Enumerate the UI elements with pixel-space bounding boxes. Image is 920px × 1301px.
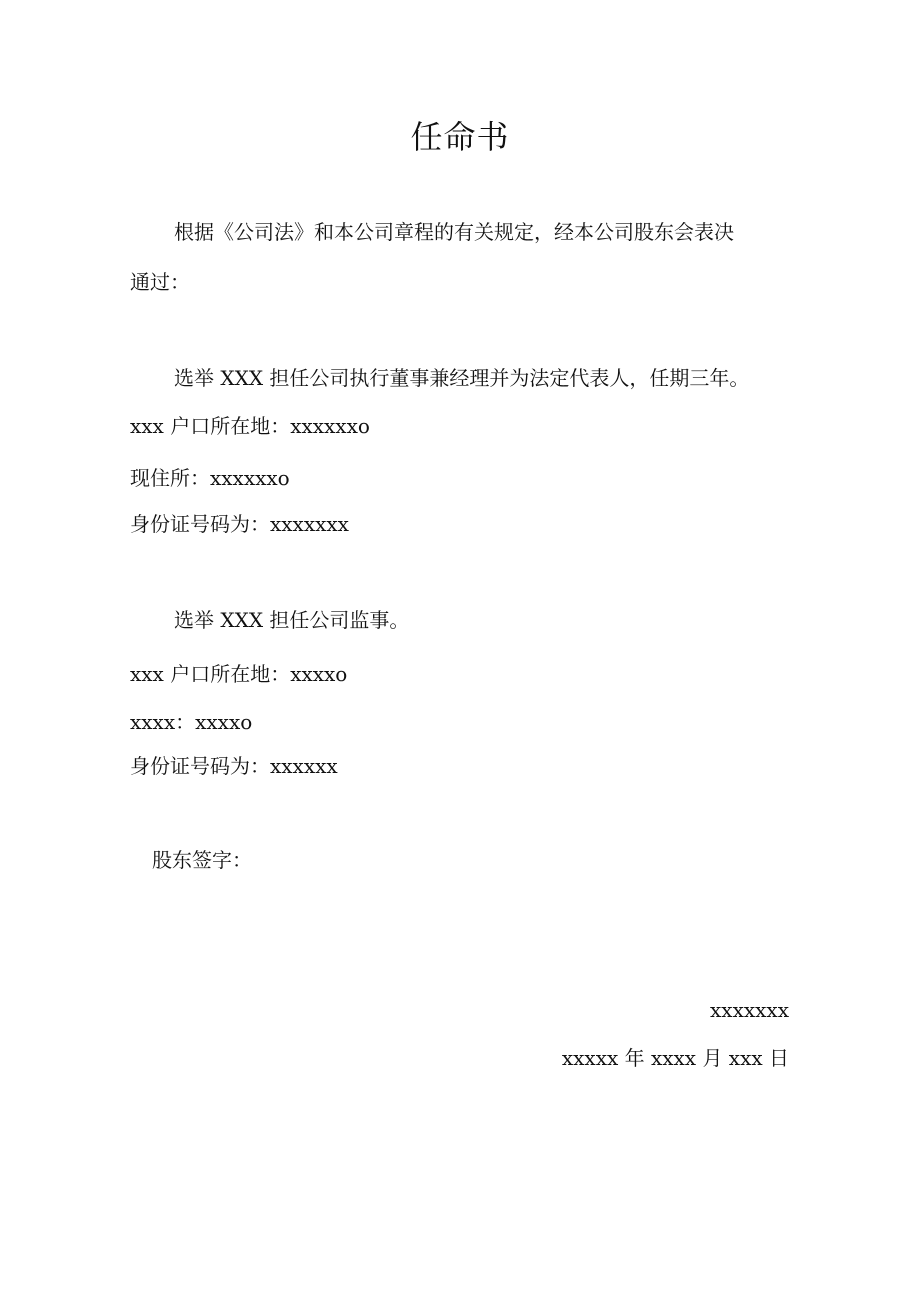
document-date: xxxxx 年 xxxx 月 xxx 日 <box>561 1046 789 1070</box>
intro-line-1: 根据《公司法》和本公司章程的有关规定，经本公司股东会表决 <box>174 220 734 244</box>
document-title: 任命书 <box>410 118 510 156</box>
supervisor-hukou: xxx 户口所在地：xxxxo <box>130 662 348 686</box>
director-id-number: 身份证号码为：xxxxxxx <box>130 512 349 536</box>
director-residence: 现住所：xxxxxxo <box>130 466 290 490</box>
intro-line-2: 通过： <box>130 270 190 294</box>
shareholder-signature-label: 股东签字： <box>152 848 252 872</box>
director-hukou: xxx 户口所在地：xxxxxxo <box>130 414 370 438</box>
appointment-supervisor: 选举 XXX 担任公司监事。 <box>174 608 410 632</box>
supervisor-id-number: 身份证号码为：xxxxxx <box>130 754 338 778</box>
signer-name: xxxxxxx <box>710 998 789 1022</box>
appointment-director: 选举 XXX 担任公司执行董事兼经理并为法定代表人，任期三年。 <box>174 366 750 390</box>
supervisor-residence: xxxx：xxxxo <box>130 710 253 734</box>
